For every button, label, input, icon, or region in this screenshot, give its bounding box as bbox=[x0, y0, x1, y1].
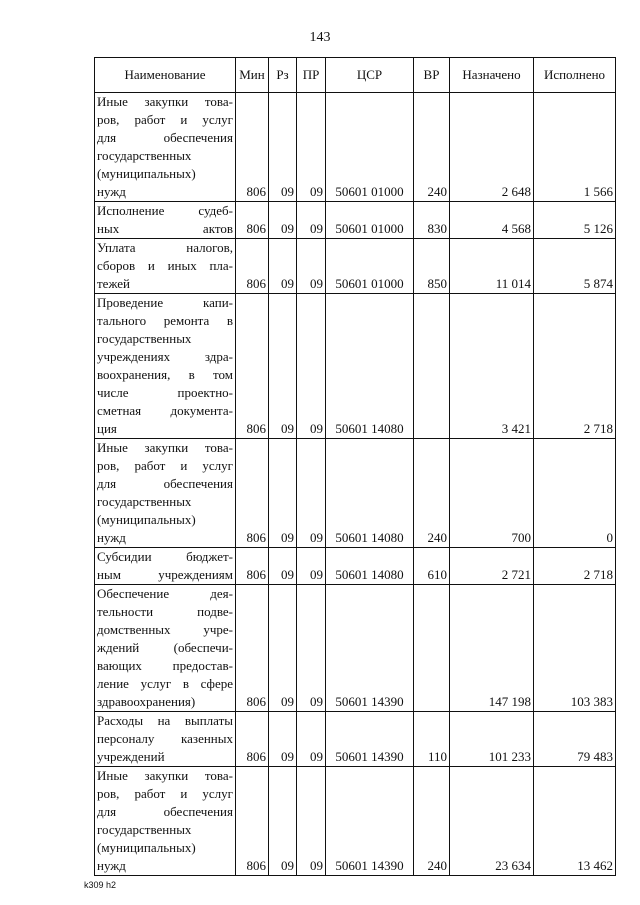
table-row bbox=[95, 439, 616, 548]
cell-pr: 09 bbox=[297, 439, 326, 548]
row-name-line: Иные закупки това- bbox=[97, 768, 233, 783]
cell-csr: 50601 14080 bbox=[326, 548, 414, 585]
row-name-line: для обеспечения bbox=[97, 804, 233, 819]
cell-min: 806 bbox=[236, 712, 269, 767]
header-pr: ПР bbox=[297, 58, 326, 93]
cell-naznacheno: 2 648 bbox=[450, 93, 534, 202]
cell-pr: 09 bbox=[297, 239, 326, 294]
cell-min: 806 bbox=[236, 439, 269, 548]
row-name-line: государственных bbox=[97, 148, 192, 163]
cell-rz: 09 bbox=[269, 767, 297, 876]
row-name bbox=[95, 548, 236, 585]
header-ispolneno: Исполнено bbox=[534, 58, 616, 93]
cell-vr bbox=[414, 294, 450, 439]
row-name bbox=[95, 93, 236, 202]
row-name-line: государственных bbox=[97, 822, 192, 837]
cell-rz: 09 bbox=[269, 294, 297, 439]
row-name-line: учреждений bbox=[97, 749, 165, 764]
cell-rz: 09 bbox=[269, 93, 297, 202]
cell-naznacheno: 3 421 bbox=[450, 294, 534, 439]
row-name-line: ция bbox=[97, 421, 117, 436]
header-naznacheno: Назначено bbox=[450, 58, 534, 93]
table-row bbox=[95, 548, 616, 585]
table-header-row bbox=[95, 58, 616, 93]
row-name-line: воохранения, в том bbox=[97, 367, 233, 382]
cell-pr: 09 bbox=[297, 585, 326, 712]
row-name-line: ров, работ и услуг bbox=[97, 786, 233, 801]
header-name: Наименование bbox=[95, 58, 236, 93]
cell-rz: 09 bbox=[269, 585, 297, 712]
row-name bbox=[95, 585, 236, 712]
row-name-line: государственных bbox=[97, 331, 192, 346]
cell-ispolneno: 1 566 bbox=[534, 93, 616, 202]
cell-rz: 09 bbox=[269, 439, 297, 548]
cell-naznacheno: 2 721 bbox=[450, 548, 534, 585]
row-name bbox=[95, 202, 236, 239]
cell-vr: 110 bbox=[414, 712, 450, 767]
table-row bbox=[95, 202, 616, 239]
header-rz: Рз bbox=[269, 58, 297, 93]
cell-min: 806 bbox=[236, 585, 269, 712]
row-name-line: (муниципальных) bbox=[97, 512, 196, 527]
row-name-line: домственных учре- bbox=[97, 622, 233, 637]
cell-naznacheno: 4 568 bbox=[450, 202, 534, 239]
row-name-line: тельности подве- bbox=[97, 604, 233, 619]
cell-ispolneno: 2 718 bbox=[534, 548, 616, 585]
row-name-line: тежей bbox=[97, 276, 130, 291]
row-name bbox=[95, 239, 236, 294]
cell-rz: 09 bbox=[269, 548, 297, 585]
cell-naznacheno: 700 bbox=[450, 439, 534, 548]
row-name-line: для обеспечения bbox=[97, 476, 233, 491]
cell-csr: 50601 14390 bbox=[326, 585, 414, 712]
row-name-line: числе проектно- bbox=[97, 385, 233, 400]
table-row bbox=[95, 239, 616, 294]
row-name-line: нужд bbox=[97, 184, 126, 199]
row-name bbox=[95, 439, 236, 548]
cell-csr: 50601 01000 bbox=[326, 239, 414, 294]
row-name-line: Исполнение судеб- bbox=[97, 203, 233, 218]
row-name-line: Иные закупки това- bbox=[97, 440, 233, 455]
row-name-line: персоналу казенных bbox=[97, 731, 233, 746]
cell-min: 806 bbox=[236, 548, 269, 585]
cell-rz: 09 bbox=[269, 239, 297, 294]
row-name-line: ным учреждениям bbox=[97, 567, 233, 582]
row-name-line: ных актов bbox=[97, 221, 233, 236]
row-name-line: Обеспечение дея- bbox=[97, 586, 233, 601]
cell-ispolneno: 2 718 bbox=[534, 294, 616, 439]
cell-pr: 09 bbox=[297, 548, 326, 585]
row-name-line: Расходы на выплаты bbox=[97, 713, 233, 728]
cell-csr: 50601 01000 bbox=[326, 202, 414, 239]
row-name bbox=[95, 712, 236, 767]
row-name bbox=[95, 294, 236, 439]
budget-table bbox=[94, 57, 616, 876]
cell-csr: 50601 01000 bbox=[326, 93, 414, 202]
row-name-line: Проведение капи- bbox=[97, 295, 233, 310]
table-body bbox=[95, 93, 616, 876]
row-name-line: нужд bbox=[97, 530, 126, 545]
row-name-line: (муниципальных) bbox=[97, 166, 196, 181]
cell-naznacheno: 23 634 bbox=[450, 767, 534, 876]
row-name-line: для обеспечения bbox=[97, 130, 233, 145]
page-number: 143 bbox=[309, 30, 331, 45]
row-name-line: ждений (обеспечи- bbox=[97, 640, 233, 655]
table-row bbox=[95, 767, 616, 876]
cell-ispolneno: 0 bbox=[534, 439, 616, 548]
cell-vr: 240 bbox=[414, 439, 450, 548]
header-vr: ВР bbox=[414, 58, 450, 93]
row-name-line: здравоохранения) bbox=[97, 694, 196, 709]
row-name bbox=[95, 767, 236, 876]
header-csr: ЦСР bbox=[326, 58, 414, 93]
cell-naznacheno: 11 014 bbox=[450, 239, 534, 294]
header-min: Мин bbox=[236, 58, 269, 93]
cell-rz: 09 bbox=[269, 202, 297, 239]
cell-naznacheno: 147 198 bbox=[450, 585, 534, 712]
cell-vr: 240 bbox=[414, 93, 450, 202]
cell-vr: 240 bbox=[414, 767, 450, 876]
row-name-line: ров, работ и услуг bbox=[97, 112, 233, 127]
row-name-line: (муниципальных) bbox=[97, 840, 196, 855]
table-row bbox=[95, 585, 616, 712]
cell-vr: 850 bbox=[414, 239, 450, 294]
cell-vr: 830 bbox=[414, 202, 450, 239]
table-row bbox=[95, 93, 616, 202]
cell-pr: 09 bbox=[297, 767, 326, 876]
footer-code: k309 h2 bbox=[84, 880, 117, 890]
cell-csr: 50601 14390 bbox=[326, 712, 414, 767]
row-name-line: Уплата налогов, bbox=[97, 240, 233, 255]
cell-ispolneno: 79 483 bbox=[534, 712, 616, 767]
row-name-line: сборов и иных пла- bbox=[97, 258, 233, 273]
row-name-line: Субсидии бюджет- bbox=[97, 549, 233, 564]
row-name-line: ление услуг в сфере bbox=[97, 676, 233, 691]
row-name-line: Иные закупки това- bbox=[97, 94, 233, 109]
row-name-line: вающих предостав- bbox=[97, 658, 233, 673]
cell-min: 806 bbox=[236, 202, 269, 239]
cell-pr: 09 bbox=[297, 93, 326, 202]
cell-vr bbox=[414, 585, 450, 712]
cell-min: 806 bbox=[236, 93, 269, 202]
cell-min: 806 bbox=[236, 767, 269, 876]
cell-ispolneno: 5 126 bbox=[534, 202, 616, 239]
cell-vr: 610 bbox=[414, 548, 450, 585]
row-name-line: ров, работ и услуг bbox=[97, 458, 233, 473]
cell-min: 806 bbox=[236, 294, 269, 439]
row-name-line: тального ремонта в bbox=[97, 313, 233, 328]
cell-naznacheno: 101 233 bbox=[450, 712, 534, 767]
cell-pr: 09 bbox=[297, 712, 326, 767]
row-name-line: учреждениях здра- bbox=[97, 349, 233, 364]
cell-ispolneno: 13 462 bbox=[534, 767, 616, 876]
cell-csr: 50601 14080 bbox=[326, 294, 414, 439]
cell-pr: 09 bbox=[297, 202, 326, 239]
cell-csr: 50601 14080 bbox=[326, 439, 414, 548]
cell-min: 806 bbox=[236, 239, 269, 294]
cell-csr: 50601 14390 bbox=[326, 767, 414, 876]
cell-ispolneno: 5 874 bbox=[534, 239, 616, 294]
row-name-line: нужд bbox=[97, 858, 126, 873]
cell-pr: 09 bbox=[297, 294, 326, 439]
cell-rz: 09 bbox=[269, 712, 297, 767]
table-row bbox=[95, 294, 616, 439]
table-row bbox=[95, 712, 616, 767]
row-name-line: сметная документа- bbox=[97, 403, 233, 418]
cell-ispolneno: 103 383 bbox=[534, 585, 616, 712]
row-name-line: государственных bbox=[97, 494, 192, 509]
